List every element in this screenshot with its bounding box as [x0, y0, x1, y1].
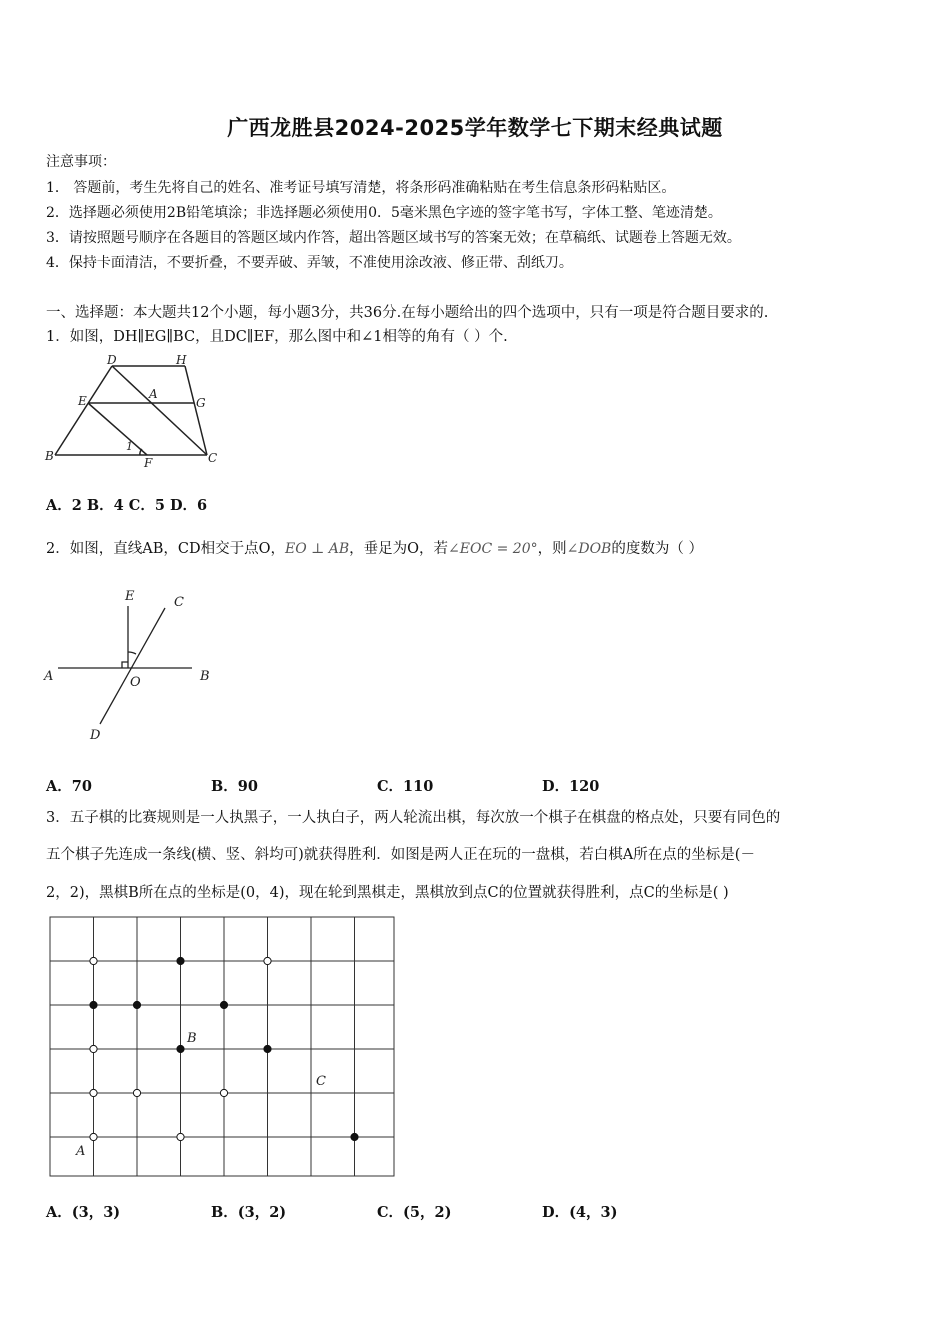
label-1: 1 [126, 440, 133, 453]
label-B: B [200, 669, 210, 684]
label-H: H [176, 353, 187, 367]
notice-item-4: 4．保持卡面清洁，不要折叠，不要弄破、弄皱，不准使用涂改液、修正带、刮纸刀。 [46, 255, 573, 271]
notice-heading: 注意事项： [46, 154, 116, 170]
question-2-stem-b: ，垂足为O，若 [349, 541, 449, 557]
label-C: C [208, 451, 218, 465]
question-2-option-b: B．90 [211, 778, 258, 795]
question-2-option-d: D．120 [542, 778, 600, 795]
label-A: A [76, 1144, 86, 1159]
line-CD [100, 608, 165, 724]
question-3-option-b: B．(3，2) [211, 1204, 287, 1221]
right-angle-mark [122, 662, 128, 668]
line-EF [88, 403, 147, 455]
notice-item-2: 2．选择题必须使用2B铅笔填涂；非选择题必须使用0．5毫米黑色字迹的签字笔书写，字体工整、笔迹清楚。 [46, 205, 722, 221]
board-grid [50, 917, 394, 1176]
black-stone [177, 957, 184, 964]
black-stone [351, 1133, 358, 1140]
question-3-option-d: D．(4，3) [542, 1204, 618, 1221]
question-1-options: A．2 B．4 C．5 D．6 [46, 497, 208, 514]
notice-item-3: 3．请按照题号顺序在各题目的答题区域内作答，超出答题区域书写的答案无效；在草稿纸、试题卷上答题无效。 [46, 230, 741, 246]
line-DB [55, 366, 112, 455]
black-stone [133, 1001, 140, 1008]
label-D: D [90, 728, 101, 743]
white-stone [90, 1089, 97, 1096]
question-2-stem-d: 的度数为（ ） [611, 541, 703, 557]
black-stone [220, 1001, 227, 1008]
label-E: E [78, 394, 87, 408]
label-E: E [125, 589, 135, 604]
label-O: O [130, 675, 141, 690]
math-eo-perp-ab: EO ⊥ AB [284, 541, 350, 557]
question-1-stem: 1．如图，DH∥EG∥BC，且DC∥EF，那么图中和∠1相等的角有（ ）个. [46, 329, 508, 345]
angle-eoc-arc [128, 652, 136, 654]
page-title: 广西龙胜县2024-2025学年数学七下期末经典试题 [227, 116, 723, 140]
white-stone [90, 1133, 97, 1140]
white-stone [133, 1089, 140, 1096]
question-2-stem-c: ，则 [537, 541, 567, 557]
question-1-figure [42, 350, 232, 475]
label-C: C [316, 1074, 326, 1089]
black-stone [90, 1001, 97, 1008]
black-stone [177, 1045, 184, 1052]
question-2-figure [40, 584, 220, 744]
black-stone [264, 1045, 271, 1052]
label-B: B [45, 449, 54, 463]
question-2-option-c: C．110 [377, 778, 434, 795]
section-heading: 一、选择题：本大题共12个小题，每小题3分，共36分.在每小题给出的四个选项中，只有一项是符合题目要求的. [46, 305, 769, 321]
label-B: B [187, 1031, 197, 1046]
label-A: A [149, 387, 158, 401]
math-angle-dob: ∠DOB [566, 541, 612, 557]
question-3-option-c: C．(5，2) [377, 1204, 452, 1221]
white-stone [264, 957, 271, 964]
label-F: F [144, 456, 153, 470]
white-stone [90, 957, 97, 964]
white-stone [220, 1089, 227, 1096]
gomoku-board-figure [48, 915, 400, 1183]
label-C: C [174, 595, 184, 610]
question-2-option-a: A．70 [46, 778, 92, 795]
question-2-stem [46, 540, 703, 558]
line-HC [185, 366, 207, 455]
label-A: A [44, 669, 54, 684]
question-3-line-2: 五个棋子先连成一条线(横、竖、斜均可)就获得胜利．如图是两人正在玩的一盘棋，若白棋A所在点的坐标是(－ [46, 847, 755, 863]
math-angle-eoc: ∠EOC = 20° [448, 541, 538, 557]
question-3-line-3: 2，2)，黑棋B所在点的坐标是(0，4)，现在轮到黑棋走，黑棋放到点C的位置就获得胜利，点C的坐标是( ) [46, 885, 729, 901]
label-G: G [196, 396, 206, 410]
question-2-stem-a: 2．如图，直线AB，CD相交于点O， [46, 541, 285, 557]
question-3-line-1: 3．五子棋的比赛规则是一人执黑子，一人执白子，两人轮流出棋，每次放一个棋子在棋盘的格点处，只要有同色的 [46, 810, 781, 826]
notice-item-1: 1． 答题前，考生先将自己的姓名、准考证号填写清楚，将条形码准确粘贴在考生信息条形码粘贴区。 [46, 180, 676, 196]
white-stone [177, 1133, 184, 1140]
white-stone [90, 1045, 97, 1052]
question-3-option-a: A．(3，3) [46, 1204, 121, 1221]
label-D: D [107, 353, 117, 367]
